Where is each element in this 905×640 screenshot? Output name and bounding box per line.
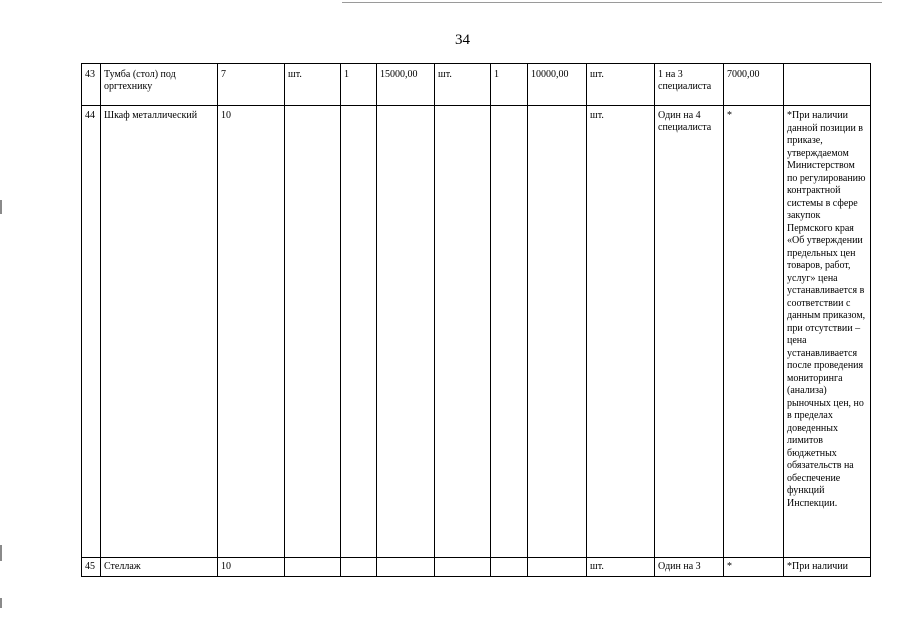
specification-table xyxy=(81,63,871,577)
note xyxy=(784,64,871,106)
unit xyxy=(435,558,491,577)
unit: шт. xyxy=(587,64,655,106)
unit: шт. xyxy=(587,558,655,577)
unit xyxy=(285,106,341,558)
price xyxy=(528,558,587,577)
norm: Один на 4 специалиста xyxy=(655,106,724,558)
table-row xyxy=(82,106,871,558)
price: 15000,00 xyxy=(377,64,435,106)
quantity: 1 xyxy=(341,64,377,106)
row-number: 44 xyxy=(82,106,101,558)
unit xyxy=(435,106,491,558)
page-number: 34 xyxy=(455,32,470,48)
price xyxy=(377,558,435,577)
norm: 1 на 3 специалиста xyxy=(655,64,724,106)
table-row xyxy=(82,64,871,106)
norm: Один на 3 xyxy=(655,558,724,577)
item-name: Шкаф металлический xyxy=(101,106,218,558)
scan-edge-mark xyxy=(0,200,2,214)
scan-edge-mark xyxy=(0,545,2,561)
quantity xyxy=(491,106,528,558)
quantity xyxy=(491,558,528,577)
unit: шт. xyxy=(587,106,655,558)
unit xyxy=(285,558,341,577)
table-row xyxy=(82,558,871,577)
quantity xyxy=(341,558,377,577)
scan-edge-mark xyxy=(0,598,2,608)
note: *При наличии xyxy=(784,558,871,577)
price: 10000,00 xyxy=(528,64,587,106)
row-number: 43 xyxy=(82,64,101,106)
quantity: 1 xyxy=(491,64,528,106)
unit: шт. xyxy=(285,64,341,106)
item-name: Тумба (стол) под оргтехнику xyxy=(101,64,218,106)
note: *При наличии данной позиции в приказе, утверждаемом Министерством по регулированию контрактной системы в сфере закупок Пермского края «Об утверждении предельных цен товаров, работ, услуг» цена устанавливается в соответствии с данным приказом, при отсутствии – цена устанавливается после проведения мониторинга (анализа) рыночных цен, но в пределах доведенных лимитов бюджетных обязательств на обеспечение функций Инспекции. xyxy=(784,106,871,558)
item-name: Стеллаж xyxy=(101,558,218,577)
quantity: 7 xyxy=(218,64,285,106)
quantity: 10 xyxy=(218,558,285,577)
top-border-line xyxy=(342,2,882,3)
price: * xyxy=(724,558,784,577)
unit: шт. xyxy=(435,64,491,106)
price xyxy=(528,106,587,558)
row-number: 45 xyxy=(82,558,101,577)
quantity xyxy=(341,106,377,558)
quantity: 10 xyxy=(218,106,285,558)
price: * xyxy=(724,106,784,558)
price: 7000,00 xyxy=(724,64,784,106)
price xyxy=(377,106,435,558)
